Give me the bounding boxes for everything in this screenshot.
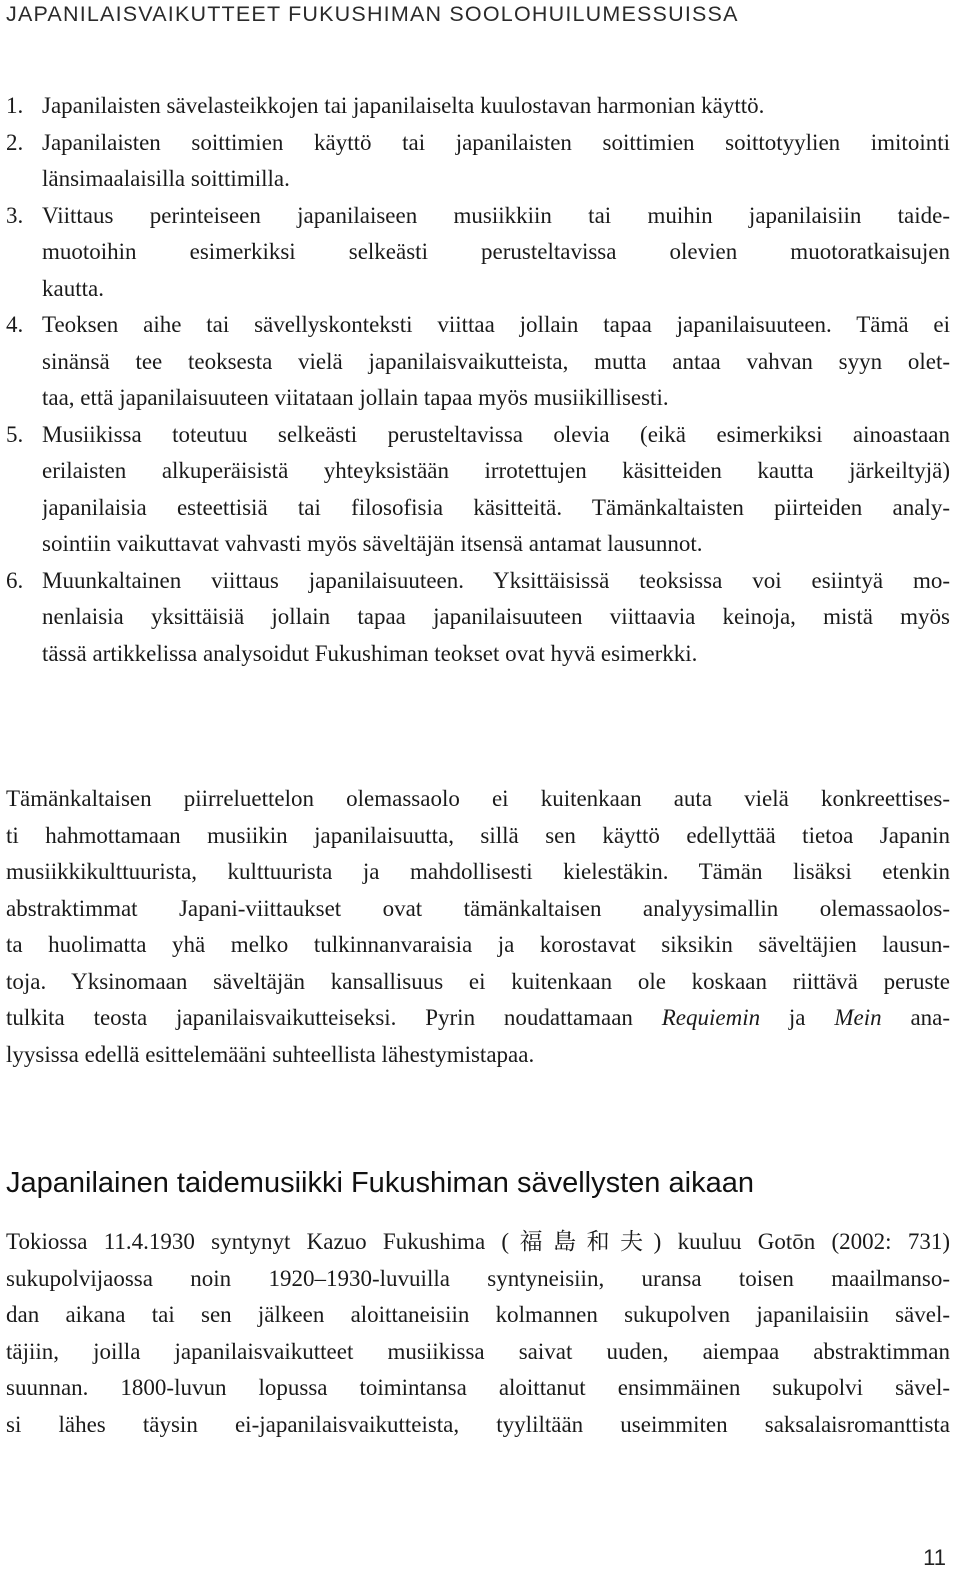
list-number: 2.: [6, 129, 24, 155]
paragraph-line: sukupolvijaossa noin 1920–1930-luvuilla syntyneisiin, uransa toisen maailmanso-: [6, 1265, 950, 1291]
list-line: Musiikissa toteutuu selkeästi perusteltavissa olevia (eikä esimerkiksi ainoastaan: [42, 421, 950, 447]
list-line: Teoksen aihe tai sävellyskonteksti viittaa jollain tapaa japanilaisuuteen. Tämä ei: [42, 312, 950, 337]
paragraph-line: lyysissa edellä esittelemääni suhteellista lähestymistapaa.: [6, 1041, 535, 1067]
list-line: muotoihin esimerkiksi selkeästi perusteltavissa olevien muotoratkaisujen: [42, 239, 950, 264]
page-number: 11: [923, 1545, 946, 1570]
body-paragraph: [6, 781, 950, 1073]
list-line: kautta.: [42, 275, 104, 301]
paragraph-text: tulkita teosta japanilaisvaikutteiseksi. Pyrin noudattamaan: [6, 1005, 633, 1030]
work-title-mein: Mein: [834, 1005, 882, 1030]
criteria-list: [6, 88, 950, 672]
paragraph-line: ta huolimatta yhä melko tulkinnanvaraisia ja korostavat siksikin säveltäjien lausun-: [6, 932, 950, 957]
list-line: Japanilaisten sävelasteikkojen tai japanilaiselta kuulostavan harmonian käyttö.: [42, 93, 765, 118]
list-line: taa, että japanilaisuuteen viitataan jollain tapaa myös musiikillisesti.: [42, 385, 669, 410]
list-line: Japanilaisten soittimien käyttö tai japanilaisten soittimien soittotyylien imitointi: [42, 129, 950, 155]
list-item: [6, 307, 950, 417]
list-item: [6, 417, 950, 563]
list-number: 4.: [6, 312, 24, 337]
list-line: sinänsä tee teoksesta vielä japanilaisvaikutteista, mutta antaa vahvan syyn olet-: [42, 348, 950, 374]
list-item: [6, 563, 950, 673]
section-heading: Japanilainen taidemusiikki Fukushiman sävellysten aikaan: [6, 1167, 754, 1199]
list-line: sointiin vaikuttavat vahvasti myös säveltäjän itsensä antamat lausunnot.: [42, 531, 703, 556]
list-item: [6, 198, 950, 308]
list-item: [6, 125, 950, 198]
list-line: tässä artikkelissa analysoidut Fukushiman teokset ovat hyvä esimerkki.: [42, 640, 698, 666]
paragraph-text: ana-: [910, 1005, 950, 1030]
list-line: länsimaalaisilla soittimilla.: [42, 166, 290, 191]
list-number: 3.: [6, 202, 24, 228]
work-title-requiem: Requiemin: [661, 1005, 761, 1030]
list-number: 6.: [6, 567, 24, 593]
paragraph-line: musiikkikulttuurista, kulttuurista ja mahdollisesti kielestäkin. Tämän lisäksi etenkin: [6, 859, 950, 884]
paragraph-line: suunnan. 1800-luvun lopussa toimintansa aloittanut ensimmäinen sukupolvi sävel-: [6, 1375, 950, 1400]
paragraph-text: ja: [788, 1005, 806, 1030]
running-head: JAPANILAISVAIKUTTEET FUKUSHIMAN SOOLOHUILUMESSUISSA: [6, 2, 739, 26]
paragraph-line: ti hahmottamaan musiikin japanilaisuutta, sillä sen käyttö edellyttää tietoa Japanin: [6, 822, 950, 848]
paragraph-line-mixed: [6, 1000, 950, 1037]
paragraph-line: täjiin, joilla japanilaisvaikutteet musiikissa saivat uuden, aiempaa abstraktimman: [6, 1338, 950, 1364]
list-number: 1.: [6, 93, 24, 118]
paragraph-line: si lähes täysin ei-japanilaisvaikutteista, tyyliltään useimmiten saksalaisromanttista: [6, 1411, 950, 1437]
list-number: 5.: [6, 421, 24, 447]
list-line: Muunkaltainen viittaus japanilaisuuteen. Yksittäisissä teoksissa voi esiintyä mo-: [42, 567, 950, 593]
paragraph-line: abstraktimmat Japani-viittaukset ovat tämänkaltaisen analyysimallin olemassaolos-: [6, 895, 950, 921]
list-item: [6, 88, 950, 125]
list-line: japanilaisia esteettisiä tai filosofisia käsitteitä. Tämänkaltaisten piirteiden analy-: [42, 494, 950, 520]
list-line: Viittaus perinteiseen japanilaiseen musiikkiin tai muihin japanilaisiin taide-: [42, 202, 950, 228]
paragraph-line: Tämänkaltaisen piirreluettelon olemassaolo ei kuitenkaan auta vielä konkreettises-: [6, 786, 950, 811]
paragraph-line: Tokiossa 11.4.1930 syntynyt Kazuo Fukushima (福島和夫) kuuluu Gotōn (2002: 731): [6, 1229, 950, 1254]
list-line: erilaisten alkuperäisistä yhteyksistään irrotettujen käsitteiden kautta järkeiltyjä): [42, 458, 950, 483]
body-paragraph: [6, 1224, 950, 1443]
paragraph-line: dan aikana tai sen jälkeen aloittaneisiin kolmannen sukupolven japanilaisiin sävel-: [6, 1302, 950, 1327]
paragraph-line: toja. Yksinomaan säveltäjän kansallisuus ei kuitenkaan ole koskaan riittävä peruste: [6, 968, 950, 994]
list-line: nenlaisia yksittäisiä jollain tapaa japanilaisuuteen viittaavia keinoja, mistä myös: [42, 604, 950, 629]
